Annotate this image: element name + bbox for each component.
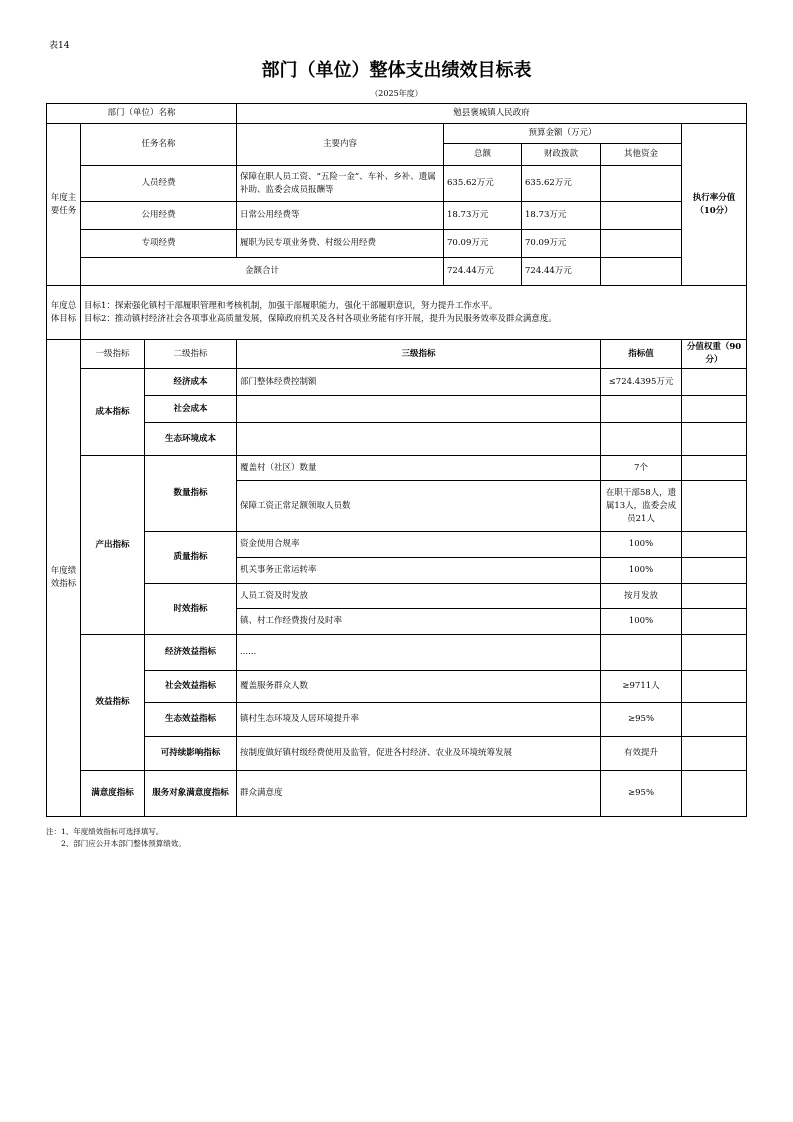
table-row [47, 166, 747, 202]
indicator-value: 100% [601, 532, 682, 558]
table-row [47, 423, 747, 456]
indicator-weight [682, 737, 747, 771]
indicator-value [601, 423, 682, 456]
service-satisfaction: 服务对象满意度指标 [145, 771, 237, 817]
indicator-value: ≤724.4395万元 [601, 369, 682, 396]
indicator-weight [682, 609, 747, 635]
indicator-weight [682, 635, 747, 671]
quality-indicator: 质量指标 [145, 532, 237, 584]
indicator-item: 机关事务正常运转率 [237, 558, 601, 584]
indicator-weight [682, 423, 747, 456]
indicator-item: ...... [237, 635, 601, 671]
sum-label: 金额合计 [81, 258, 444, 286]
indicator-value [601, 635, 682, 671]
sum-row [47, 258, 747, 286]
indicator-weight [682, 771, 747, 817]
indicator-value: ≥95% [601, 703, 682, 737]
footnote: 注：1、年度绩效指标可选择填写。 [46, 827, 164, 836]
task-content-header: 主要内容 [237, 124, 444, 166]
indicator-value: 100% [601, 609, 682, 635]
tasks-section-label: 年度主要任务 [47, 124, 81, 286]
indicator-weight [682, 584, 747, 609]
task-total: 18.73万元 [444, 202, 522, 230]
indicator-weight [682, 396, 747, 423]
goal-item: 目标1：探索强化镇村干部履职管理和考核机制，加强干部履职能力，强化干部履职意识，努力提升工作水平。 [84, 300, 498, 311]
sum-fiscal: 724.44万元 [522, 258, 601, 286]
indicator-item: 群众满意度 [237, 771, 601, 817]
indicator-weight [682, 481, 747, 532]
eco-cost: 生态环境成本 [145, 423, 237, 456]
task-other [601, 202, 682, 230]
sustain-benefit: 可持续影响指标 [145, 737, 237, 771]
output-indicator: 产出指标 [81, 456, 145, 635]
table-row [47, 584, 747, 609]
table-row [47, 202, 747, 230]
timeliness-indicator: 时效指标 [145, 584, 237, 635]
task-name-header: 任务名称 [81, 124, 237, 166]
indicator-value: ≥9711人 [601, 671, 682, 703]
page-title: 部门（单位）整体支出绩效目标表 [261, 60, 532, 81]
sum-total: 724.44万元 [444, 258, 522, 286]
indicator-item: 镇村生态环境及人居环境提升率 [237, 703, 601, 737]
fiscal-year: （2025年度） [370, 89, 423, 98]
task-content: 日常公用经费等 [237, 202, 444, 230]
weight-header: 分值权重（90分） [682, 340, 747, 369]
indicator-weight [682, 703, 747, 737]
indicator-item: 部门整体经费控制额 [237, 369, 601, 396]
dept-label: 部门（单位）名称 [47, 104, 237, 124]
table-row [47, 703, 747, 737]
economic-cost: 经济成本 [145, 369, 237, 396]
indicator-item: 人员工资及时发放 [237, 584, 601, 609]
eco-benefit: 生态效益指标 [145, 703, 237, 737]
l1-header: 一级指标 [81, 340, 145, 369]
table-row [47, 737, 747, 771]
task-name: 人员经费 [81, 166, 237, 202]
task-other [601, 230, 682, 258]
total-header: 总额 [444, 144, 522, 166]
indicator-weight [682, 558, 747, 584]
table-row [47, 771, 747, 817]
sum-other [601, 258, 682, 286]
indicator-weight [682, 532, 747, 558]
satisfaction-indicator: 满意度指标 [81, 771, 145, 817]
indicator-item: 覆盖村（社区）数量 [237, 456, 601, 481]
task-total: 70.09万元 [444, 230, 522, 258]
indicator-item: 覆盖服务群众人数 [237, 671, 601, 703]
benefit-indicator: 效益指标 [81, 635, 145, 771]
social-cost: 社会成本 [145, 396, 237, 423]
goals-label: 年度总体目标 [47, 286, 81, 340]
table-row [47, 369, 747, 396]
social-benefit: 社会效益指标 [145, 671, 237, 703]
table-row [47, 671, 747, 703]
indicator-value: ≥95% [601, 771, 682, 817]
indicator-item: 镇、村工作经费拨付及时率 [237, 609, 601, 635]
task-fiscal: 70.09万元 [522, 230, 601, 258]
task-total: 635.62万元 [444, 166, 522, 202]
task-content: 保障在职人员工资、“五险一金”、车补、乡补、遗属补助、监委会成员报酬等 [237, 166, 444, 202]
task-other [601, 166, 682, 202]
indicator-value [601, 396, 682, 423]
goals-text [81, 286, 747, 340]
indicator-value: 7个 [601, 456, 682, 481]
indicator-item: 资金使用合规率 [237, 532, 601, 558]
other-header: 其他资金 [601, 144, 682, 166]
dept-name: 勉县褒城镇人民政府 [237, 104, 747, 124]
indicator-weight [682, 456, 747, 481]
l2-header: 二级指标 [145, 340, 237, 369]
task-fiscal: 635.62万元 [522, 166, 601, 202]
quantity-indicator: 数量指标 [145, 456, 237, 532]
table-row [47, 230, 747, 258]
indicator-weight [682, 369, 747, 396]
indicator-value: 在职干部58人，遗属13人，监委会成员21人 [601, 481, 682, 532]
indicator-item [237, 423, 601, 456]
task-name: 专项经费 [81, 230, 237, 258]
task-content: 履职为民专项业务费、村级公用经费 [237, 230, 444, 258]
l3-header: 三级指标 [237, 340, 601, 369]
indicator-value: 100% [601, 558, 682, 584]
table-row [47, 396, 747, 423]
footnotes [46, 826, 186, 850]
value-header: 指标值 [601, 340, 682, 369]
indicator-value: 按月发放 [601, 584, 682, 609]
goal-item: 目标2：推动镇村经济社会各项事业高质量发展，保障政府机关及各村各项业务能有序开展，提升为民服务效率及群众满意度。 [84, 313, 557, 324]
budget-header: 预算金额（万元） [444, 124, 682, 144]
indicator-item [237, 396, 601, 423]
indicator-item: 按制度做好镇村级经费使用及监管，促进各村经济、农业及环境统筹发展 [237, 737, 601, 771]
economic-benefit: 经济效益指标 [145, 635, 237, 671]
exec-rate-score: 执行率分值（10分） [682, 124, 747, 286]
footnote: 2、部门应公开本部门整体预算绩效。 [61, 839, 186, 848]
indicator-item: 保障工资正常足额领取人员数 [237, 481, 601, 532]
table-row [47, 456, 747, 481]
performance-target-table [46, 103, 747, 817]
indicators-label: 年度绩效指标 [47, 340, 81, 817]
indicator-weight [682, 671, 747, 703]
cost-indicator: 成本指标 [81, 369, 145, 456]
table-row [47, 532, 747, 558]
fiscal-header: 财政拨款 [522, 144, 601, 166]
task-fiscal: 18.73万元 [522, 202, 601, 230]
indicator-value: 有效提升 [601, 737, 682, 771]
table-number: 表14 [49, 41, 70, 51]
table-row [47, 635, 747, 671]
task-name: 公用经费 [81, 202, 237, 230]
